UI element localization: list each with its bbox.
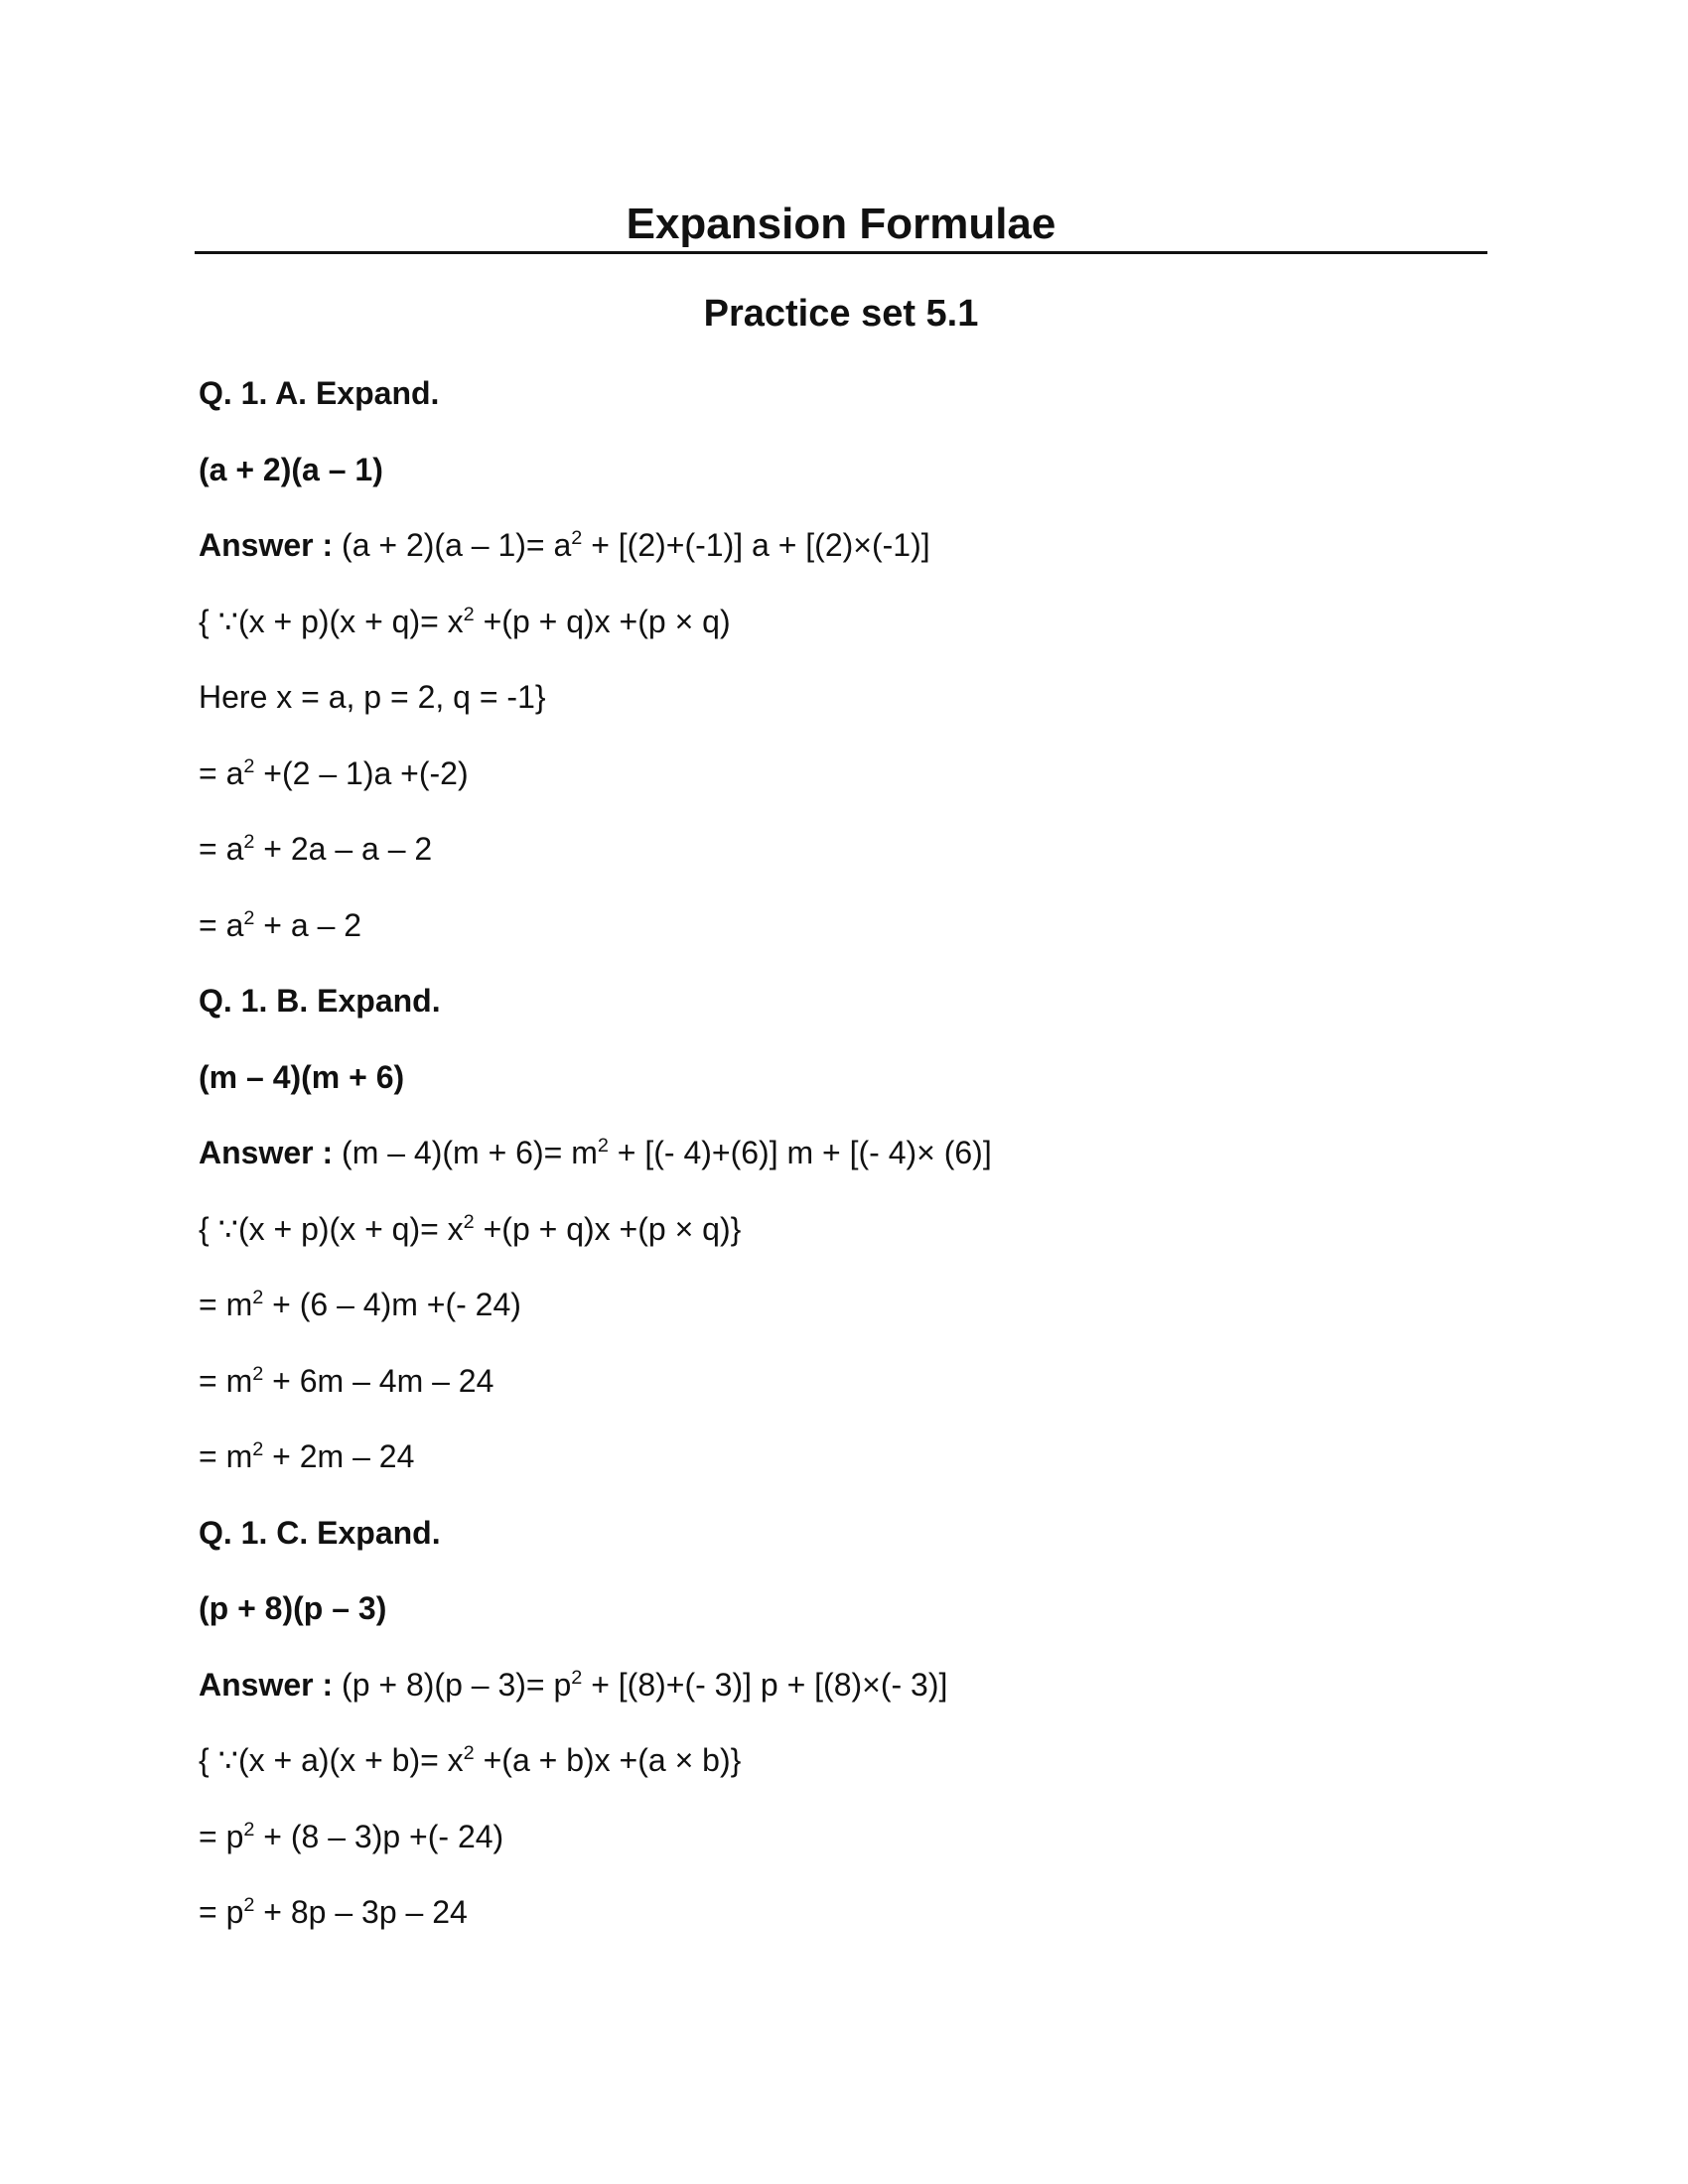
- exponent: 2: [243, 831, 255, 854]
- question-heading: Q. 1. B. Expand.: [199, 983, 441, 1019]
- math-text: (p + 8)(p – 3)= p: [342, 1667, 572, 1703]
- exponent: 2: [243, 755, 255, 778]
- exponent: 2: [571, 1667, 583, 1690]
- math-text: +(p + q)x +(p × q)}: [474, 1211, 742, 1247]
- exponent: 2: [243, 907, 255, 930]
- exponent: 2: [597, 1135, 609, 1158]
- math-text: = p: [199, 1894, 244, 1930]
- exponent: 2: [463, 604, 475, 626]
- solution-line: [199, 1207, 741, 1251]
- question-expression: (p + 8)(p – 3): [199, 1590, 387, 1626]
- solution-line: [199, 751, 469, 795]
- solution-line: [199, 827, 432, 871]
- exponent: 2: [243, 1894, 255, 1917]
- question-heading: Q. 1. C. Expand.: [199, 1515, 441, 1551]
- solution-line: [199, 1283, 521, 1326]
- math-text: +(p + q)x +(p × q): [474, 604, 731, 639]
- exponent: 2: [463, 1742, 475, 1765]
- exponent: 2: [252, 1363, 264, 1386]
- math-text: + 2m – 24: [263, 1438, 415, 1474]
- math-text: = a: [199, 907, 244, 943]
- math-text: +(a + b)x +(a × b)}: [474, 1742, 742, 1778]
- math-text: { ∵(x + a)(x + b)= x: [199, 1742, 464, 1778]
- answer-label: Answer :: [199, 1667, 334, 1703]
- math-text: + 8p – 3p – 24: [254, 1894, 468, 1930]
- answer-line: [199, 523, 930, 567]
- exponent: 2: [252, 1287, 264, 1309]
- answer-label: Answer :: [199, 1135, 334, 1170]
- answer-line: [199, 1131, 992, 1174]
- math-text: + [(8)+(- 3)] p + [(8)×(- 3)]: [582, 1667, 948, 1703]
- section-subtitle: Practice set 5.1: [703, 293, 979, 335]
- answer-label: Answer :: [199, 527, 334, 563]
- question-heading: Q. 1. A. Expand.: [199, 375, 440, 411]
- math-text: + 2a – a – 2: [254, 831, 433, 867]
- solution-line: [199, 1434, 414, 1478]
- math-text: + (6 – 4)m +(- 24): [263, 1287, 521, 1322]
- title-divider: [195, 251, 1487, 254]
- math-text: = p: [199, 1819, 244, 1854]
- math-text: (a + 2)(a – 1)= a: [342, 527, 572, 563]
- math-text: { ∵(x + p)(x + q)= x: [199, 1211, 464, 1247]
- solution-line: [199, 600, 731, 643]
- math-text: + [(- 4)+(6)] m + [(- 4)× (6)]: [608, 1135, 992, 1170]
- math-text: = m: [199, 1438, 253, 1474]
- math-text: + 6m – 4m – 24: [263, 1363, 494, 1399]
- math-text: = m: [199, 1287, 253, 1322]
- math-text: Here x = a, p = 2, q = -1}: [199, 679, 546, 715]
- question-expression: (m – 4)(m + 6): [199, 1059, 405, 1095]
- solution-line: [199, 903, 361, 947]
- math-text: = a: [199, 755, 244, 791]
- math-text: { ∵(x + p)(x + q)= x: [199, 604, 464, 639]
- math-text: + a – 2: [254, 907, 362, 943]
- question-expression: (a + 2)(a – 1): [199, 452, 383, 487]
- math-text: (m – 4)(m + 6)= m: [342, 1135, 598, 1170]
- math-text: = m: [199, 1363, 253, 1399]
- answer-line: [199, 1663, 947, 1706]
- solution-line: [199, 1890, 468, 1934]
- exponent: 2: [252, 1438, 264, 1461]
- math-text: + (8 – 3)p +(- 24): [254, 1819, 504, 1854]
- math-text: = a: [199, 831, 244, 867]
- solution-line: [199, 675, 546, 719]
- math-text: + [(2)+(-1)] a + [(2)×(-1)]: [582, 527, 930, 563]
- solution-line: [199, 1738, 741, 1782]
- exponent: 2: [463, 1211, 475, 1234]
- exponent: 2: [243, 1819, 255, 1842]
- solution-line: [199, 1815, 503, 1858]
- math-text: +(2 – 1)a +(-2): [254, 755, 469, 791]
- exponent: 2: [571, 527, 583, 550]
- page-title: Expansion Formulae: [626, 200, 1056, 248]
- solution-line: [199, 1359, 493, 1403]
